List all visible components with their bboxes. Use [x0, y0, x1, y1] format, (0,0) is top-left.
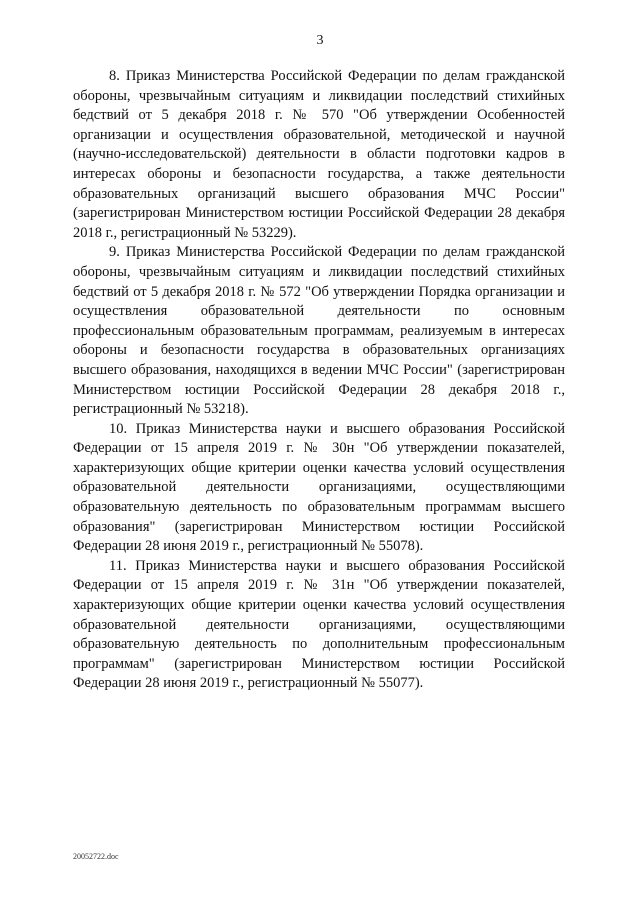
paragraph-item-10: 10. Приказ Министерства науки и высшего образования Российской Федерации от 15 апреля 2019 г. № 30н "Об утверждении показателей, характеризующих общие критерии оценки качества условий осуществления образовательной деятельности организациями, осуществляющими образовательную деятельность по образовательным программам высшего образования" (зарегистрирован Министерством юстиции Российской Федерации 28 июня 2019 г., регистрационный № 55078). [73, 420, 565, 555]
document-body [73, 67, 565, 694]
page-number: 3 [316, 33, 324, 48]
paragraph-item-9: 9. Приказ Министерства Российской Федерации по делам гражданской обороны, чрезвычайным ситуациям и ликвидации последствий стихийных бедствий от 5 декабря 2018 г. № 572 "Об утверждении Порядка организации и осуществления образовательной деятельности по основным профессиональным образовательным программам, реализуемым в интересах обороны и безопасности государства в образовательных организациях высшего образования, находящихся в ведении МЧС России" (зарегистрирован Министерством юстиции Российской Федерации 28 декабря 2018 г., регистрационный № 53218). [73, 244, 565, 418]
footer-doc-code: 20052722.doc [73, 852, 119, 861]
paragraph-item-11: 11. Приказ Министерства науки и высшего образования Российской Федерации от 15 апреля 2019 г. № 31н "Об утверждении показателей, характеризующих общие критерии оценки качества условий осуществления образовательной деятельности организациями, осуществляющими образовательную деятельность по дополнительным профессиональным программам" (зарегистрирован Министерством юстиции Российской Федерации 28 июня 2019 г., регистрационный № 55077). [73, 557, 565, 692]
paragraph-item-8: 8. Приказ Министерства Российской Федерации по делам гражданской обороны, чрезвычайным ситуациям и ликвидации последствий стихийных бедствий от 5 декабря 2018 г. № 570 "Об утверждении Особенностей организации и осуществления образовательной, методической и научной (научно-исследовательской) деятельности в области подготовки кадров в интересах обороны и безопасности государства, а также деятельности образовательных организаций высшего образования МЧС России" (зарегистрирован Министерством юстиции Российской Федерации 28 декабря 2018 г., регистрационный № 53229). [73, 68, 565, 241]
